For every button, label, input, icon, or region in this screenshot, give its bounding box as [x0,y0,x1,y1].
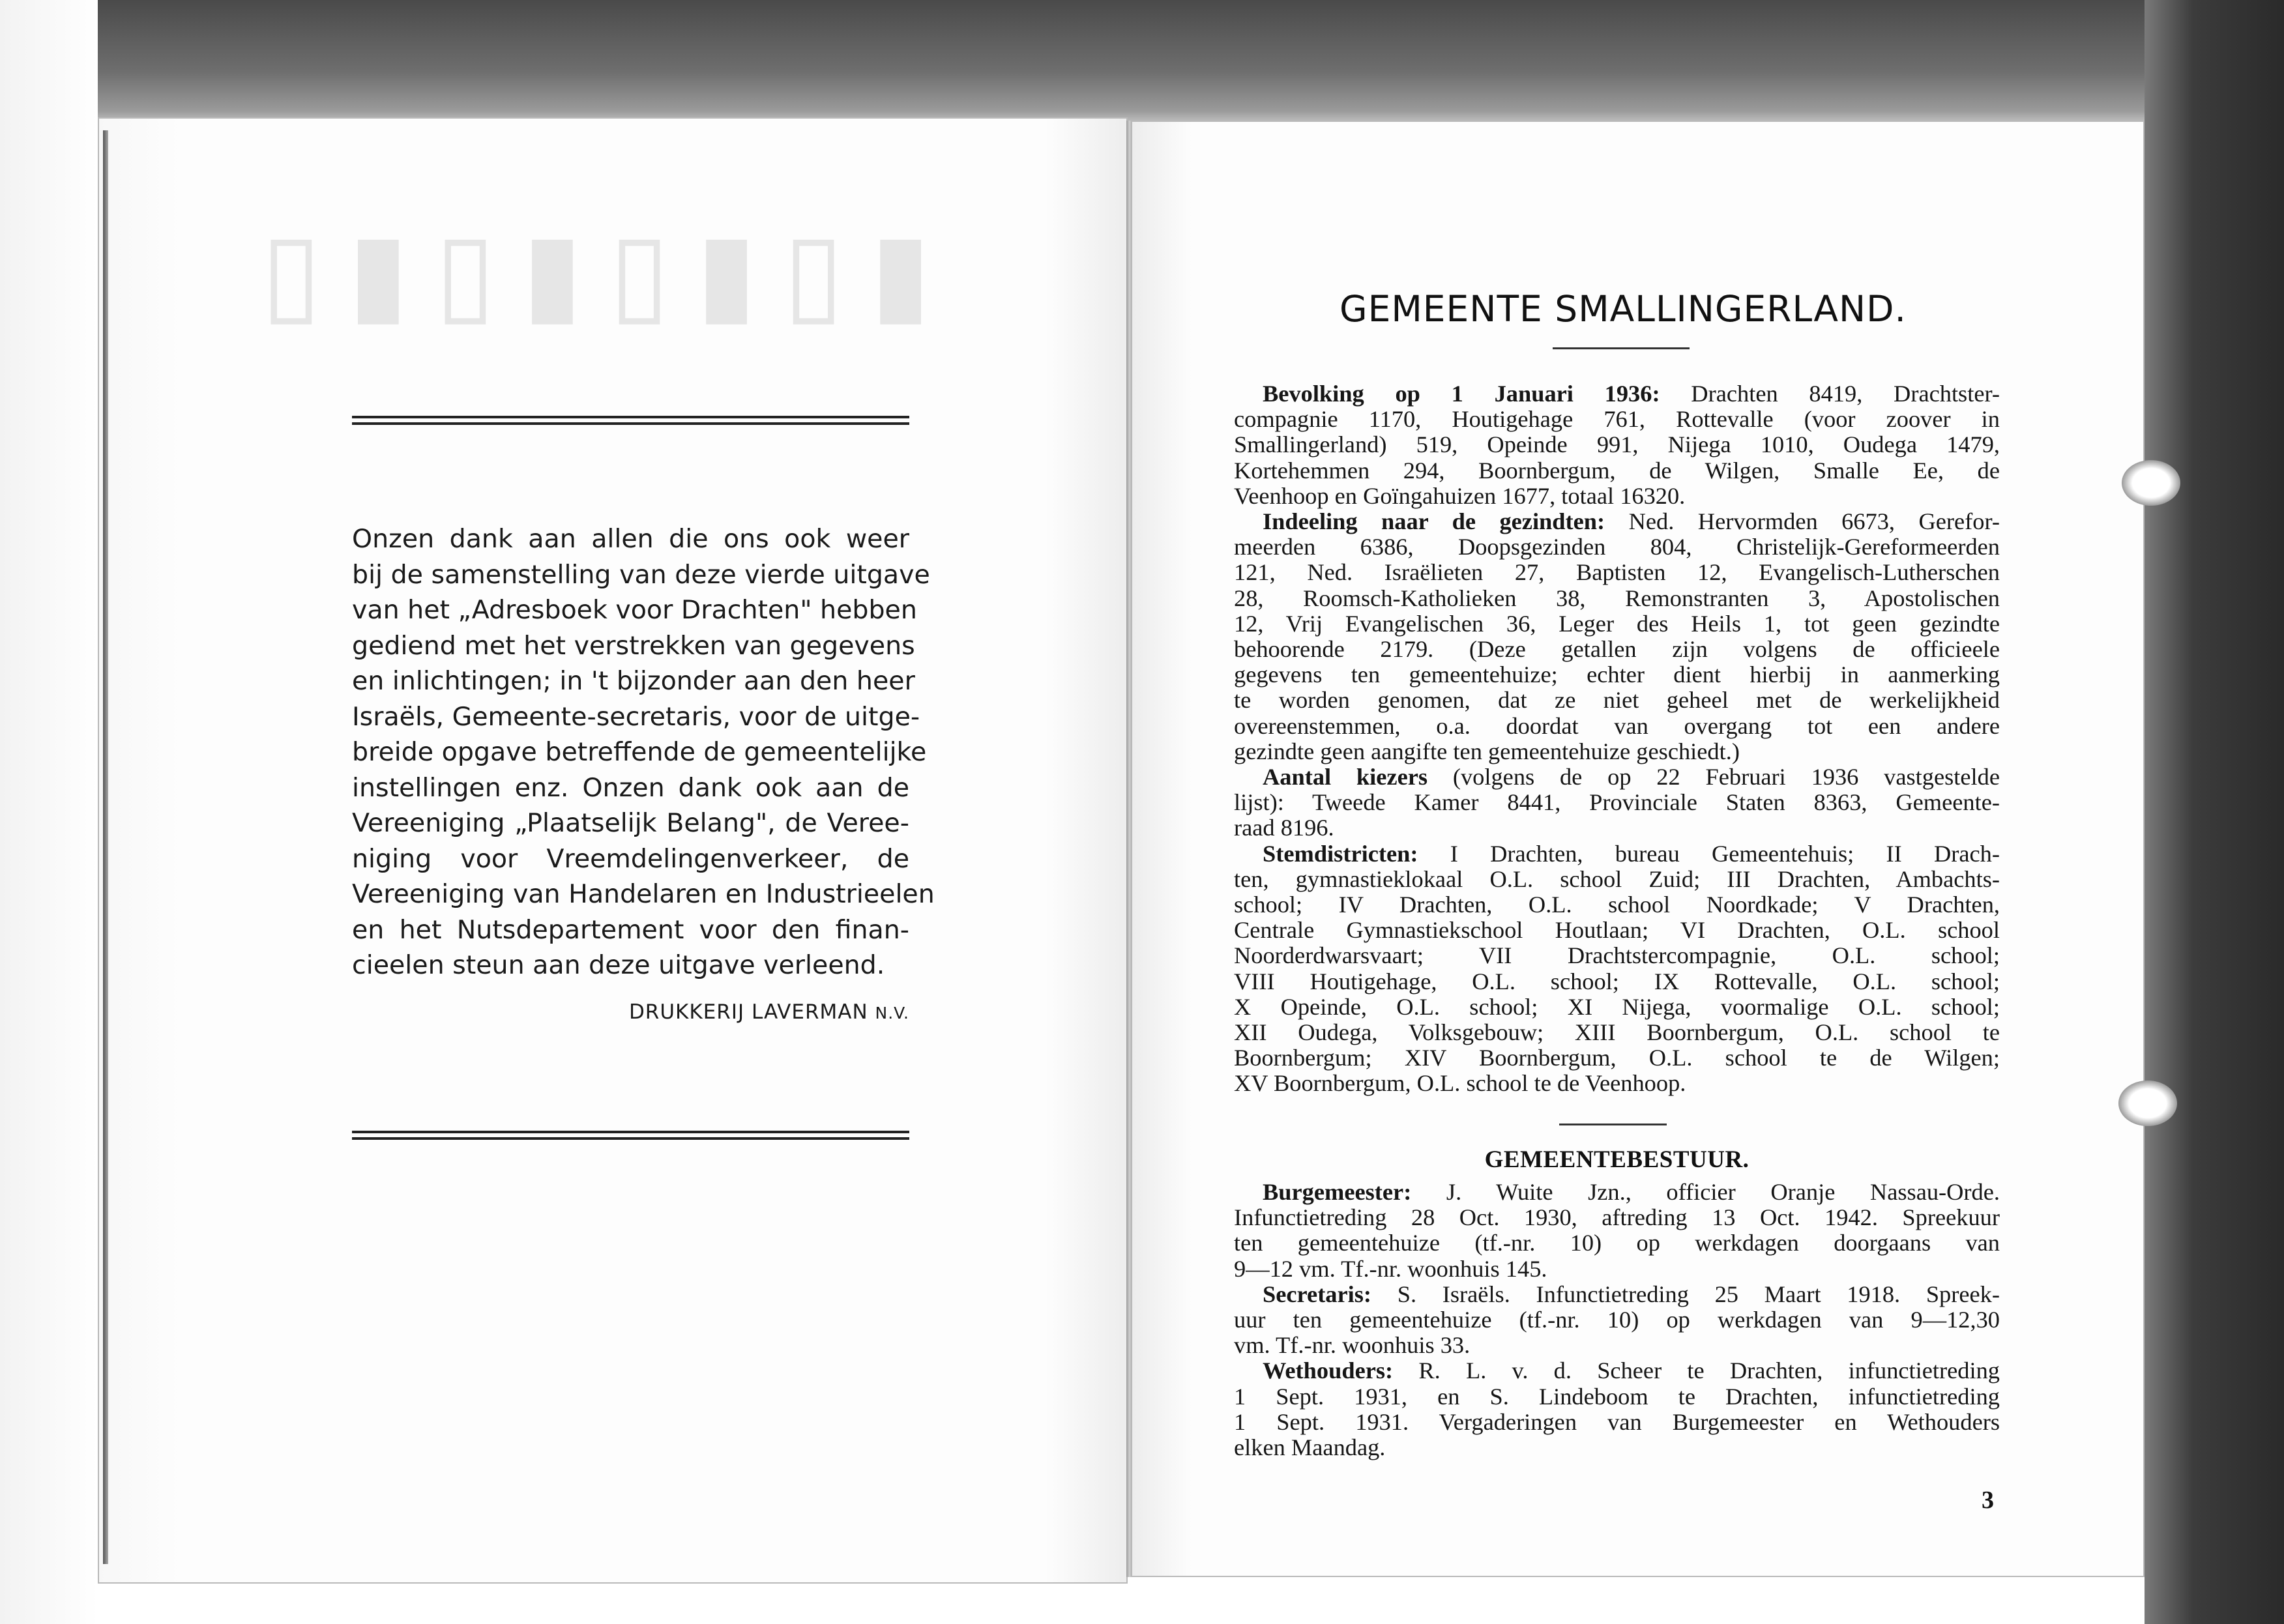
paragraph-text: XV Boornbergum, O.L. school te de Veenhoop. [1234,1070,1686,1097]
acknowledgement-line: Vereeniging van Handelaren en Industrieelen [352,879,935,909]
paragraph-text: elken Maandag. [1234,1434,1386,1461]
municipal-board-facts [1234,1180,2000,1460]
paragraph-line [1234,815,2000,841]
paragraph-line [1234,1180,2000,1205]
paragraph-label: Bevolking op 1 Januari 1936: [1263,381,1660,407]
acknowledgement-line: cieelen steun aan deze uitgave verleend. [352,950,885,980]
acknowledgement-line: Vereeniging „Plaatselijk Belang", de Veree- [352,808,909,838]
paragraph-text: J. Wuite Jzn., officier Oranje Nassau-Orde. [1411,1179,2000,1205]
paragraph-line [1234,714,2000,739]
paragraph-text: gezindte geen aangifte ten gemeentehuize geschiedt.) [1234,738,1740,764]
page-title: GEMEENTE SMALLINGERLAND. [1339,288,1907,330]
paragraph-label: Wethouders: [1263,1357,1394,1384]
paragraph-text: 9—12 vm. Tf.-nr. woonhuis 145. [1234,1255,1547,1282]
paragraph-line [1234,1230,2000,1256]
paragraph-text: gegevens ten gemeentehuize; echter dient hierbij in aanmerking [1234,661,2000,688]
paragraph-line [1234,867,2000,892]
acknowledgement-line: instellingen enz. Onzen dank ook aan de [352,772,909,803]
paragraph-text: lijst): Tweede Kamer 8441, Provinciale Staten 8363, Gemeente- [1234,789,2000,816]
paragraph-line [1234,1205,2000,1230]
paragraph-text: te worden genomen, dat ze niet geheel met de werkelijkheid [1234,687,2000,714]
scan-background-top [0,0,2284,130]
paragraph-text: meerden 6386, Doopsgezinden 804, Christelijk-Gereformeerden [1234,534,2000,560]
binder-hole-bottom [2118,1080,2177,1126]
paragraph-text: school; IV Drachten, O.L. school Noordkade; V Drachten, [1234,892,2000,918]
paragraph-text: Kortehemmen 294, Boornbergum, de Wilgen, Smalle Ee, de [1234,457,2000,484]
paragraph-line [1234,764,2000,790]
paragraph-label: Burgemeester: [1263,1179,1412,1205]
paragraph-text: Drachten 8419, Drachtster- [1660,381,2000,407]
paragraph-line [1234,969,2000,994]
paragraph-text: S. Israëls. Infunctietreding 25 Maart 1918. Spreek- [1371,1281,2000,1307]
paragraph [1234,509,2000,764]
paragraph-line [1234,484,2000,509]
paragraph [1234,1282,2000,1359]
paragraph-line [1234,1071,2000,1096]
paragraph-line [1234,586,2000,611]
bottom-double-rule [352,1131,909,1140]
paragraph-line [1234,892,2000,918]
section-heading-gemeentebestuur: GEMEENTEBESTUUR. [1484,1146,1750,1173]
paragraph-line [1234,1307,2000,1333]
acknowledgement-line: Onzen dank aan allen die ons ook weer [352,524,909,554]
acknowledgement-text [352,521,935,983]
paragraph-label: Stemdistricten: [1263,840,1418,867]
municipality-facts [1234,381,2000,1097]
paragraph-line [1234,739,2000,764]
paragraph-text: 12, Vrij Evangelischen 36, Leger des Heils 1, tot geen gezindte [1234,610,2000,637]
paragraph-line [1234,943,2000,968]
show-through-ghost-text-decoration: ▮▯▮▯▮▯▮▯ [235,211,931,335]
left-page-edge [103,130,108,1564]
signature-suffix: N.V. [875,1004,909,1022]
paragraph-text: Veenhoop en Goïngahuizen 1677, totaal 16320. [1234,482,1686,509]
paragraph-line [1234,637,2000,662]
paragraph-text: Centrale Gymnastiekschool Houtlaan; VI Drachten, O.L. school [1234,917,2000,944]
paragraph-text: Infunctietreding 28 Oct. 1930, aftreding 13 Oct. 1942. Spreekuur [1234,1204,2000,1231]
paragraph-line [1234,841,2000,867]
paragraph-line [1234,560,2000,585]
acknowledgement-line: bij de samenstelling van deze vierde uitgave [352,559,930,590]
acknowledgement-line: en inlichtingen; in 't bijzonder aan den heer [352,666,915,696]
paragraph-line [1234,1435,2000,1460]
paragraph-line [1234,458,2000,484]
paragraph-line [1234,432,2000,457]
paragraph-text: (volgens de op 22 Februari 1936 vastgestelde [1428,764,2000,790]
acknowledgement-line: gediend met het verstrekken van gegevens [352,630,915,661]
paragraph-text: overeenstemmen, o.a. doordat van overgang tot een andere [1234,712,2000,739]
paragraph-text: Boornbergum; XIV Boornbergum, O.L. school te de Wilgen; [1234,1045,2000,1071]
paragraph-text: 28, Roomsch-Katholieken 38, Remonstranten 3, Apostolischen [1234,585,2000,611]
paragraph-text: X Opeinde, O.L. school; XI Nijega, voormalige O.L. school; [1234,993,2000,1020]
paragraph-line [1234,509,2000,534]
paragraph [1234,1358,2000,1460]
binder-hole-top [2122,460,2180,506]
paragraph [1234,1180,2000,1282]
paragraph-text: Ned. Hervormden 6673, Gerefor- [1605,508,2000,535]
paragraph-line [1234,994,2000,1020]
paragraph-text: uur ten gemeentehuize (tf.-nr. 10) op werkdagen van 9—12,30 [1234,1307,2000,1333]
paragraph-text: behoorende 2179. (Deze getallen zijn volgens de officieele [1234,636,2000,663]
paragraph-text: VIII Houtigehage, O.L. school; IX Rottevalle, O.L. school; [1234,968,2000,994]
printer-signature [352,1000,909,1024]
paragraph-line [1234,790,2000,815]
paragraph-line [1234,1358,2000,1384]
page-number: 3 [1982,1486,1994,1514]
paragraph-line [1234,1020,2000,1045]
paragraph-text: XII Oudega, Volksgebouw; XIII Boornbergum, O.L. school te [1234,1019,2000,1046]
top-double-rule [352,416,909,425]
paragraph-line [1234,1384,2000,1410]
paragraph-label: Secretaris: [1263,1281,1372,1307]
paragraph-line [1234,1333,2000,1358]
paragraph-text: 1 Sept. 1931. Vergaderingen van Burgemeester en Wethouders [1234,1408,2000,1435]
paragraph-line [1234,1282,2000,1307]
paragraph-text: vm. Tf.-nr. woonhuis 33. [1234,1332,1471,1359]
paragraph-text: raad 8196. [1234,815,1334,841]
scan-background-right [2145,0,2284,1624]
paragraph-line [1234,688,2000,713]
acknowledgement-line: en het Nutsdepartement voor den finan- [352,914,909,945]
paragraph-line [1234,1256,2000,1282]
acknowledgement-line: Israëls, Gemeente-secretaris, voor de uitge- [352,701,920,732]
paragraph-text: R. L. v. d. Scheer te Drachten, infunctietreding [1393,1357,2000,1384]
paragraph-text: Smallingerland) 519, Opeinde 991, Nijega 1010, Oudega 1479, [1234,431,2000,458]
paragraph-text: ten, gymnastieklokaal O.L. school Zuid; III Drachten, Ambachts- [1234,865,2000,892]
paragraph-line [1234,662,2000,688]
paragraph-line [1234,611,2000,637]
section-divider [1559,1124,1667,1125]
paragraph-text: 121, Ned. Israëlieten 27, Baptisten 12, Evangelisch-Lutherschen [1234,559,2000,586]
paragraph-line [1234,534,2000,560]
paragraph-line [1234,1045,2000,1071]
paragraph-line [1234,407,2000,432]
acknowledgement-line: van het „Adresboek voor Drachten" hebben [352,595,917,625]
paragraph-line [1234,381,2000,407]
paragraph-label: Indeeling naar de gezindten: [1263,508,1605,535]
paragraph [1234,381,2000,509]
paragraph-text: ten gemeentehuize (tf.-nr. 10) op werkdagen doorgaans van [1234,1230,2000,1256]
paragraph-text: Noorderdwarsvaart; VII Drachtstercompagnie, O.L. school; [1234,942,2000,969]
paragraph [1234,841,2000,1097]
paragraph-label: Aantal kiezers [1263,764,1428,790]
acknowledgement-line: niging voor Vreemdelingenverkeer, de [352,843,909,874]
acknowledgement-line: breide opgave betreffende de gemeentelijke [352,737,927,767]
paragraph-text: I Drachten, bureau Gemeentehuis; II Drach- [1418,840,2000,867]
paragraph-text: 1 Sept. 1931, en S. Lindeboom te Drachten, infunctietreding [1234,1383,2000,1410]
paragraph-line [1234,918,2000,943]
title-underline [1553,347,1690,349]
scan-background-left [0,0,98,1624]
paragraph-line [1234,1410,2000,1435]
paragraph [1234,764,2000,841]
paragraph-text: compagnie 1170, Houtigehage 761, Rottevalle (voor zoover in [1234,406,2000,433]
signature-name: DRUKKERIJ LAVERMAN [628,1000,868,1024]
